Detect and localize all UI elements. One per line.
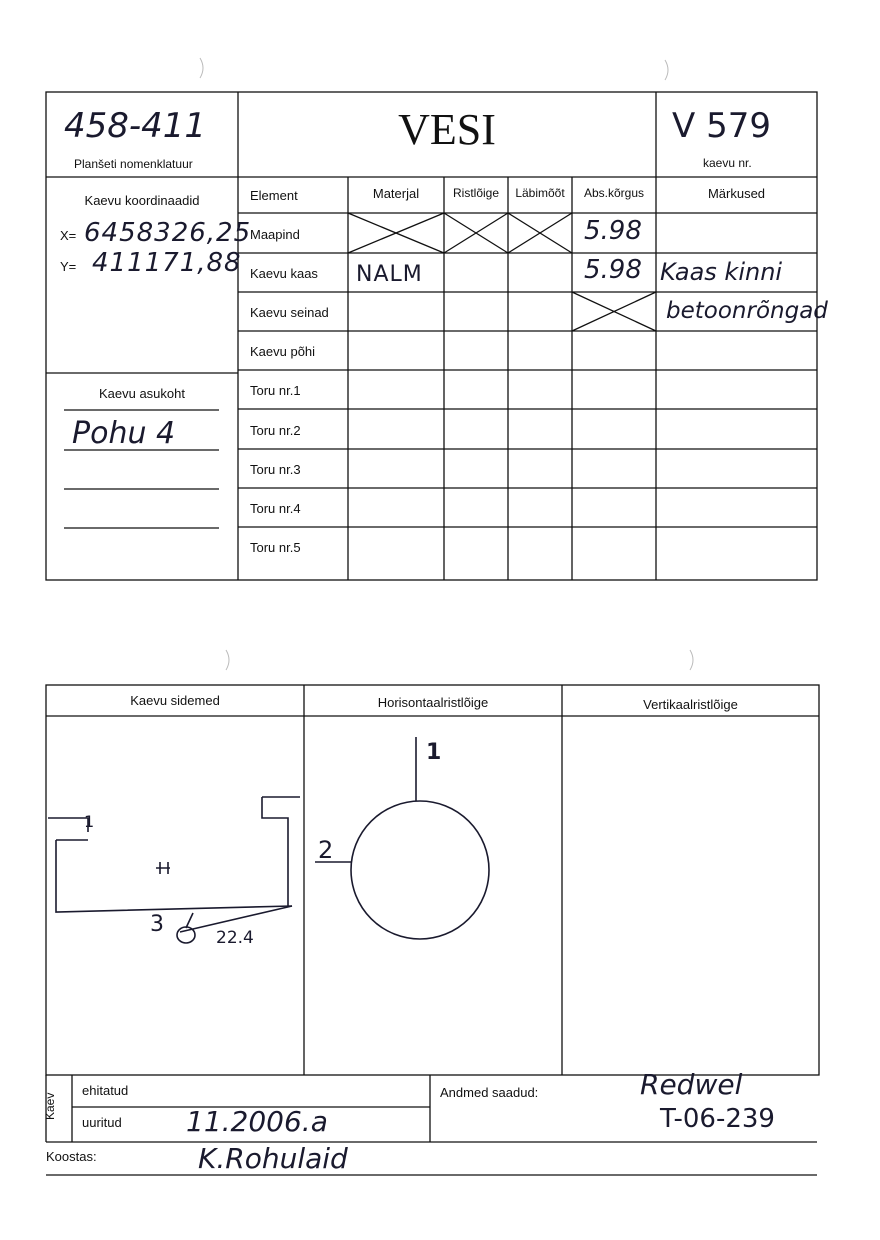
uuritud-label: uuritud — [82, 1115, 122, 1130]
pipe-label-2: 2 — [318, 836, 334, 864]
location-value: Pohu 4 — [72, 416, 176, 451]
location-label: Kaevu asukoht — [98, 386, 185, 401]
row-label-toru-1: Toru nr.1 — [250, 383, 301, 398]
col-header-abs: Abs.kõrgus — [583, 186, 645, 200]
col-header-materjal: Materjal — [372, 186, 420, 201]
row-label-toru-4: Toru nr.4 — [250, 501, 301, 516]
row-label-kaevu-pohi: Kaevu põhi — [250, 344, 316, 359]
seinad-markused-value: betoonrõngad — [666, 298, 828, 324]
sketch-mark-3: 3 — [150, 912, 164, 937]
row-label-toru-3: Toru nr.3 — [250, 462, 301, 477]
col-header-ristloige: Ristlõige — [452, 186, 500, 200]
y-prefix: Y= — [60, 259, 77, 274]
andmed-signature: Redwel — [640, 1068, 743, 1101]
uuritud-value: 11.2006.a — [186, 1105, 328, 1138]
sheet-label: Planšeti nomenklatuur — [74, 157, 193, 171]
maapind-abs-value: 5.98 — [584, 216, 642, 246]
kaas-materjal-value: NALM — [356, 262, 423, 287]
x-prefix: X= — [60, 228, 77, 243]
panel-header-horisontaal: Horisontaalristlõige — [377, 695, 489, 710]
row-label-maapind: Maapind — [250, 227, 300, 242]
kaas-markused-value: Kaas kinni — [660, 258, 783, 286]
well-number: V 579 — [672, 106, 771, 146]
x-coordinate: 6458326,25 — [84, 218, 252, 248]
horizontal-section-drawing — [315, 737, 489, 939]
pipe-label-1: 1 — [426, 740, 442, 765]
panel-header-sidemed: Kaevu sidemed — [130, 693, 220, 708]
sketch-dimension: 22.4 — [216, 928, 254, 948]
form-title: VESI — [398, 105, 496, 154]
col-header-markused: Märkused — [707, 186, 766, 201]
coordinates-label: Kaevu koordinaadid — [84, 193, 200, 208]
well-label: kaevu nr. — [703, 156, 752, 170]
row-label-kaevu-seinad: Kaevu seinad — [250, 305, 329, 320]
koostas-label: Koostas: — [46, 1149, 97, 1164]
row-label-toru-2: Toru nr.2 — [250, 423, 301, 438]
row-label-kaevu-kaas: Kaevu kaas — [250, 266, 318, 281]
kaev-label: Kaev — [43, 1092, 57, 1120]
panel-header-vertikaal: Vertikaalristlõige — [643, 697, 738, 712]
sheet-number: 458-411 — [64, 106, 207, 146]
kaas-abs-value: 5.98 — [584, 255, 642, 285]
andmed-label: Andmed saadud: — [440, 1085, 539, 1100]
col-header-element: Element — [250, 188, 298, 203]
andmed-code: T-06-239 — [660, 1104, 775, 1134]
row-label-toru-5: Toru nr.5 — [250, 540, 301, 555]
y-coordinate: 411171,88 — [92, 248, 242, 278]
ehitatud-label: ehitatud — [82, 1083, 129, 1098]
sketch-mark-1: 1 — [84, 812, 95, 831]
col-header-labimoot: Läbimõõt — [515, 186, 565, 200]
koostas-value: K.Rohulaid — [198, 1142, 348, 1175]
